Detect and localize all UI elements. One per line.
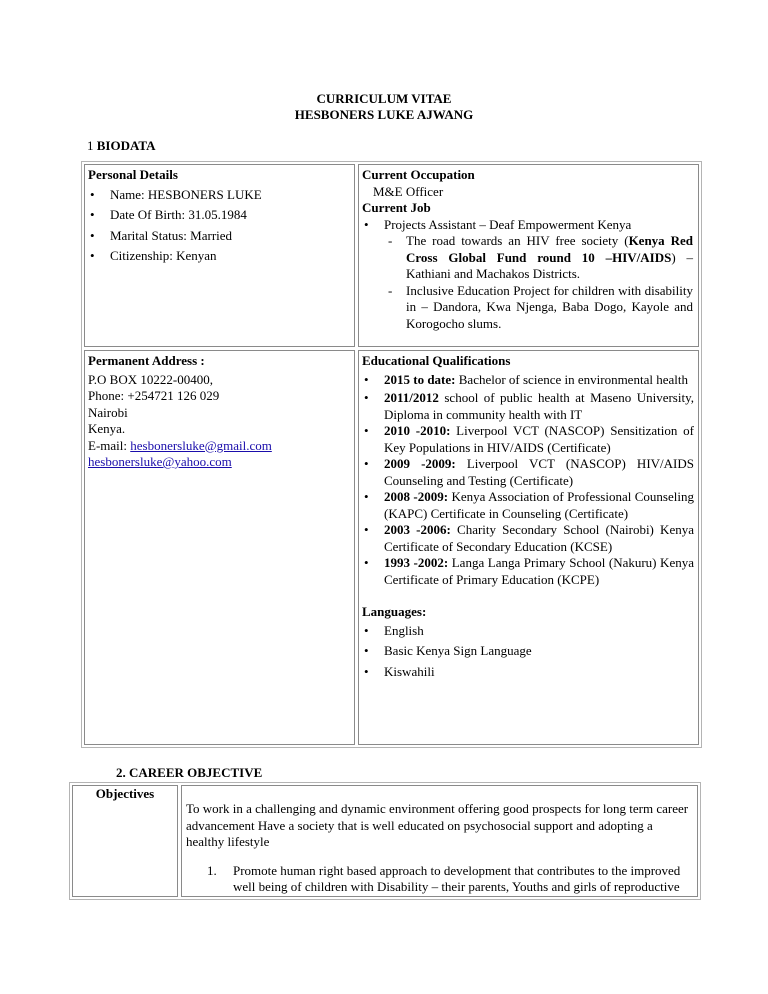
- education-period: 2009 -2009:: [384, 456, 456, 471]
- list-item: [362, 555, 694, 588]
- address-line: Nairobi: [88, 404, 128, 420]
- list-item: [362, 217, 695, 333]
- current-job-list: [362, 217, 695, 333]
- list-item: • Date Of Birth: 31.05.1984: [88, 207, 351, 224]
- education-text: school of public health at Maseno University, Diploma in community health with IT: [384, 390, 694, 422]
- job-title: Projects Assistant – Deaf Empowerment Kenya: [384, 216, 632, 232]
- item-number: 1.: [207, 862, 217, 878]
- project-text: Inclusive Education Project for children with disability in – Dandora, Kwa Njenga, Baba Dogo, Kayole and Korogocho slums.: [406, 282, 693, 331]
- education-cell: [358, 350, 699, 745]
- objectives-list: [207, 863, 691, 896]
- education-text: Charity Secondary School (Nairobi) Kenya Certificate of Secondary Education (KCSE): [384, 522, 694, 554]
- current-job-heading: Current Job: [362, 200, 431, 215]
- document-title: CURRICULUM VITAE: [316, 91, 452, 106]
- project-item: [384, 233, 693, 283]
- list-item: • Citizenship: Kenyan: [88, 248, 351, 265]
- list-item: • Basic Kenya Sign Language: [362, 643, 695, 660]
- languages-heading: Languages:: [362, 604, 427, 619]
- projects-list: [384, 233, 695, 332]
- education-text: Liverpool VCT (NASCOP) Sensitization of Key Populations in HIV/AIDS (Certificate): [384, 423, 694, 455]
- section-biodata-heading: [87, 138, 156, 155]
- list-item: [362, 522, 694, 555]
- education-period: 2008 -2009:: [384, 489, 449, 504]
- education-heading: Educational Qualifications: [362, 353, 511, 368]
- section-career-heading: 2. CAREER OBJECTIVE: [116, 765, 263, 780]
- section-number: 1: [87, 138, 94, 153]
- objective-point: Promote human right based approach to development that contributes to the improved well being of children with Disability – their parents, Youths and girls of reproductive: [233, 862, 681, 894]
- list-item: [362, 423, 694, 456]
- current-occupation-cell: [358, 164, 699, 347]
- current-occupation-heading: Current Occupation: [362, 167, 475, 182]
- education-period: 2011/2012: [384, 390, 439, 405]
- list-item: • English: [362, 623, 695, 640]
- address-line: Kenya.: [88, 421, 126, 436]
- email-label: E-mail:: [88, 437, 131, 453]
- objectives-content-cell: [181, 785, 698, 897]
- education-text: Kenya Association of Professional Counseling (KAPC) Certificate in Counseling (Certificate): [384, 489, 694, 521]
- list-item: [362, 456, 694, 489]
- email-link-gmail[interactable]: hesbonersluke@gmail.com: [130, 437, 272, 453]
- permanent-address-cell: [84, 350, 355, 745]
- email-line: [88, 454, 351, 471]
- email-line: [88, 438, 351, 455]
- project-item: [384, 283, 693, 333]
- email-link-yahoo[interactable]: hesbonersluke@yahoo.com: [88, 454, 232, 469]
- objectives-label: Objectives: [95, 786, 155, 801]
- languages-list: [362, 623, 695, 681]
- list-item: [362, 489, 694, 522]
- list-item: [362, 372, 694, 389]
- education-period: 2010 -2010:: [384, 423, 451, 438]
- personal-details-list: [88, 187, 351, 265]
- personal-details-heading: Personal Details: [88, 167, 178, 182]
- personal-details-cell: [84, 164, 355, 347]
- list-item: [207, 863, 691, 896]
- education-text: Bachelor of science in environmental health: [455, 371, 688, 387]
- education-period: 1993 -2002:: [384, 555, 449, 570]
- education-period: 2015 to date:: [384, 371, 456, 387]
- project-text: The road towards an HIV free society (: [406, 233, 629, 248]
- project-text: ) – Kathiani and Machakos Districts.: [406, 249, 693, 281]
- education-list: [362, 372, 695, 589]
- project-bold-text: Kenya Red Cross Global Fund round 10 –HIV/AIDS: [406, 233, 694, 265]
- candidate-name: HESBONERS LUKE AJWANG: [294, 107, 474, 122]
- occupation-value: M&E Officer: [373, 183, 444, 199]
- list-item: [362, 390, 694, 423]
- list-item: • Kiswahili: [362, 664, 695, 681]
- section-label: BIODATA: [96, 138, 156, 153]
- permanent-address-heading: Permanent Address :: [88, 353, 205, 368]
- objective-intro: To work in a challenging and dynamic environment offering good prospects for long term career advancement Have a society that is well educated on psychosocial support and adopting a healthy lifestyle: [186, 801, 689, 849]
- education-text: Langa Langa Primary School (Nakuru) Kenya Certificate of Primary Education (KCPE): [384, 555, 694, 587]
- list-item: • Name: HESBONERS LUKE: [88, 187, 351, 204]
- education-period: 2003 -2006:: [384, 522, 451, 537]
- education-text: Liverpool VCT (NASCOP) HIV/AIDS Counseling and Testing (Certificate): [384, 456, 694, 488]
- objectives-label-cell: [72, 785, 178, 897]
- address-line: P.O BOX 10222-00400,: [88, 371, 213, 387]
- address-line: Phone: +254721 126 029: [88, 388, 220, 403]
- list-item: • Marital Status: Married: [88, 228, 351, 245]
